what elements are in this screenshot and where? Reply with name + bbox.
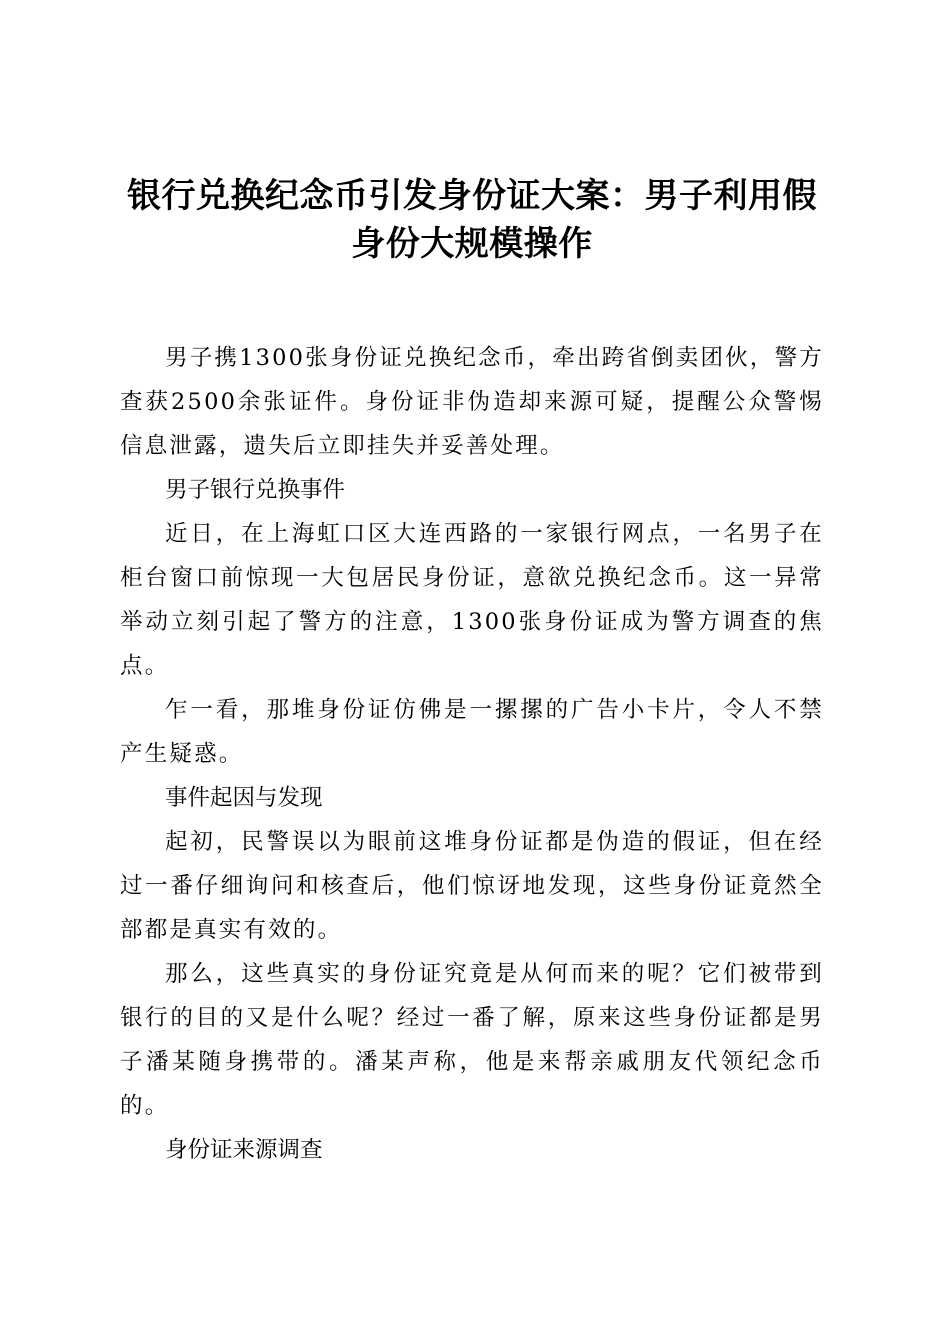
section-heading-bank-exchange: 男子银行兑换事件	[165, 477, 346, 503]
body-paragraph: 起初，民警误以为眼前这堆身份证都是伪造的假证，但在经过一番仔细询问和核查后，他们惊讶地发现，这些身份证竟然全部都是真实有效的。	[120, 829, 824, 943]
section-heading-id-source: 身份证来源调查	[165, 1137, 323, 1163]
section-heading-cause-discovery: 事件起因与发现	[165, 785, 323, 811]
body-paragraph: 那么，这些真实的身份证究竟是从何而来的呢？它们被带到银行的目的又是什么呢？经过一番了解，原来这些身份证都是男子潘某随身携带的。潘某声称，他是来帮亲戚朋友代领纪念币的。	[120, 961, 824, 1119]
body-paragraph: 近日，在上海虹口区大连西路的一家银行网点，一名男子在柜台窗口前惊现一大包居民身份证，意欲兑换纪念币。这一异常举动立刻引起了警方的注意，1300张身份证成为警方调查的焦点。	[120, 521, 824, 679]
document-body	[120, 336, 824, 1172]
body-paragraph: 乍一看，那堆身份证仿佛是一摞摞的广告小卡片，令人不禁产生疑惑。	[120, 697, 824, 767]
document-title: 银行兑换纪念币引发身份证大案：男子利用假身份大规模操作	[127, 176, 817, 264]
summary-paragraph: 男子携1300张身份证兑换纪念币，牵出跨省倒卖团伙，警方查获2500余张证件。身份证非伪造却来源可疑，提醒公众警惕信息泄露，遗失后立即挂失并妥善处理。	[120, 345, 824, 459]
document-page	[120, 172, 824, 1172]
